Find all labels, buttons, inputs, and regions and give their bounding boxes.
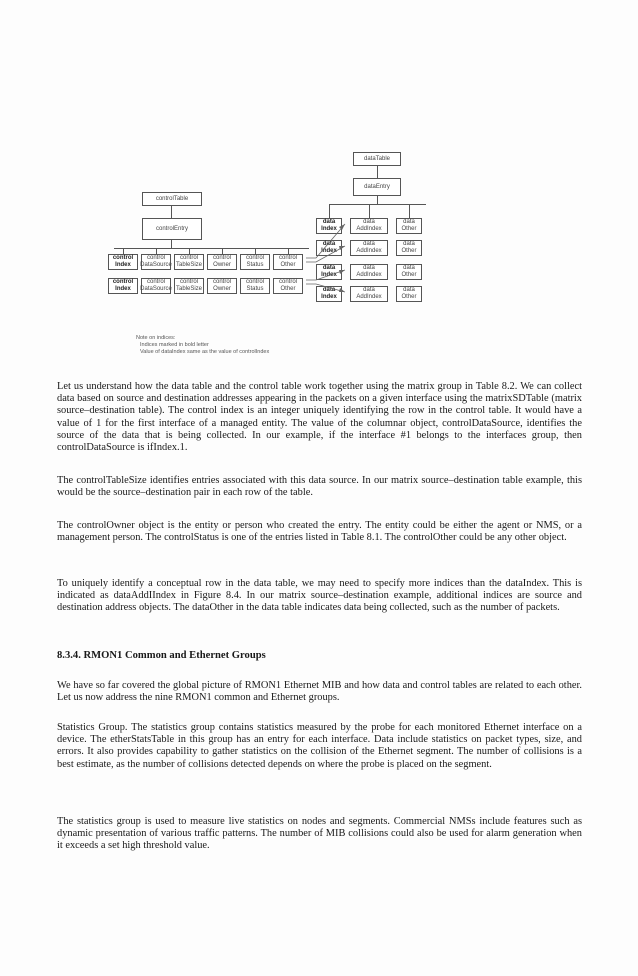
paragraph: The statistics group is used to measure live statistics on nodes and segments. Commercial NMSs include features such as dynamic presentation of various traffic patterns. The number of MIB collisions could also be used for alarm generation when it exceeds a set high threshold value. bbox=[57, 816, 582, 852]
figure-notes bbox=[136, 335, 269, 356]
control-column-box: control TableSize bbox=[175, 255, 202, 268]
paragraph: The controlOwner object is the entity or person who created the entry. The entity could be either the agent or NMS, or a management person. The controlStatus is one of the entries listed in Table 8.1. The controlOther could be any other object. bbox=[57, 520, 582, 544]
section-heading: 8.3.4. RMON1 Common and Ethernet Groups bbox=[57, 650, 266, 661]
data-column-box: data Index bbox=[316, 264, 342, 280]
data-column-box: data AddIndex bbox=[350, 264, 388, 280]
paragraph: We have so far covered the global picture of RMON1 Ethernet MIB and how data and control tables are related to each other. Let us now address the nine RMON1 common and Ethernet groups. bbox=[57, 680, 582, 704]
paragraph: The controlTableSize identifies entries associated with this data source. In our matrix source–destination table example, this would be the source–destination pair in each row of the table. bbox=[57, 475, 582, 499]
data-column-box: data AddIndex bbox=[350, 240, 388, 256]
data-column-box: data Other bbox=[396, 240, 422, 256]
control-column-box: control Index bbox=[108, 278, 138, 294]
figure-note-line: Value of dataIndex same as the value of controlIndex bbox=[140, 349, 270, 355]
control-column-box: control Status bbox=[240, 278, 270, 294]
paragraph: To uniquely identify a conceptual row in the data table, we may need to specify more indices than the dataIndex. This is indicated as dataAddIIndex in Figure 8.4. In our matrix source–destination example, additional indices are source and destination address objects. The dataOther in the data table indicates data being collected, such as the number of packets. bbox=[57, 578, 582, 614]
data-column-box: data Other bbox=[396, 264, 422, 280]
control-column-box: control Index bbox=[108, 254, 138, 270]
data-entry-box: dataEntry bbox=[353, 178, 401, 196]
figure-note-title: Note on indices: bbox=[136, 335, 176, 341]
paragraph: Statistics Group. The statistics group contains statistics measured by the probe for each monitored Ethernet interface on a device. The etherStatsTable in this group has an entry for each interface. Data include statistics on packet types, size, and errors. It also provides capability to gather statistics on the collision of the Ethernet segment. The number of collisions is a best estimate, as the number of collisions detected depends on where the probe is placed on the segment. bbox=[57, 722, 582, 770]
control-column-box: control DataSource bbox=[140, 279, 172, 292]
control-table-box: controlTable bbox=[142, 192, 202, 206]
control-column-box: control Owner bbox=[207, 278, 237, 294]
data-column-box: data Other bbox=[396, 286, 422, 302]
data-column-box: data AddIndex bbox=[350, 286, 388, 302]
data-column-box: data AddIndex bbox=[350, 218, 388, 234]
control-column-box: control Other bbox=[273, 254, 303, 270]
paragraph: Let us understand how the data table and the control table work together using the matrix group in Table 8.2. We can collect data based on source and destination addresses appearing in the packets on a given interface using the matrixSDTable (matrix source–destination table). The control index is an integer uniquely identifying the row in the control table. It would have a value of 1 for the first interface of a managed entity. The value of the columnar object, controlDataSource, identifies the source of the data that is being collected. In our example, if the interface #1 belongs to the interfaces group, then controlDataSource is ifIndex.1. bbox=[57, 381, 582, 454]
control-column-box: control Status bbox=[240, 254, 270, 270]
control-column-box: control Other bbox=[273, 278, 303, 294]
control-column-box: control Owner bbox=[207, 254, 237, 270]
data-table-box: dataTable bbox=[353, 152, 401, 166]
control-entry-box: controlEntry bbox=[142, 218, 202, 240]
control-column-box: control TableSize bbox=[175, 279, 202, 292]
data-column-box: data Index bbox=[316, 218, 342, 234]
figure-control-data-tables bbox=[112, 140, 550, 370]
data-column-box: data Other bbox=[396, 218, 422, 234]
control-column-box: control DataSource bbox=[140, 255, 172, 268]
figure-note-line: Indices marked in bold letter bbox=[140, 342, 209, 348]
data-column-box: data Index bbox=[316, 286, 342, 302]
data-column-box: data Index bbox=[316, 240, 342, 256]
